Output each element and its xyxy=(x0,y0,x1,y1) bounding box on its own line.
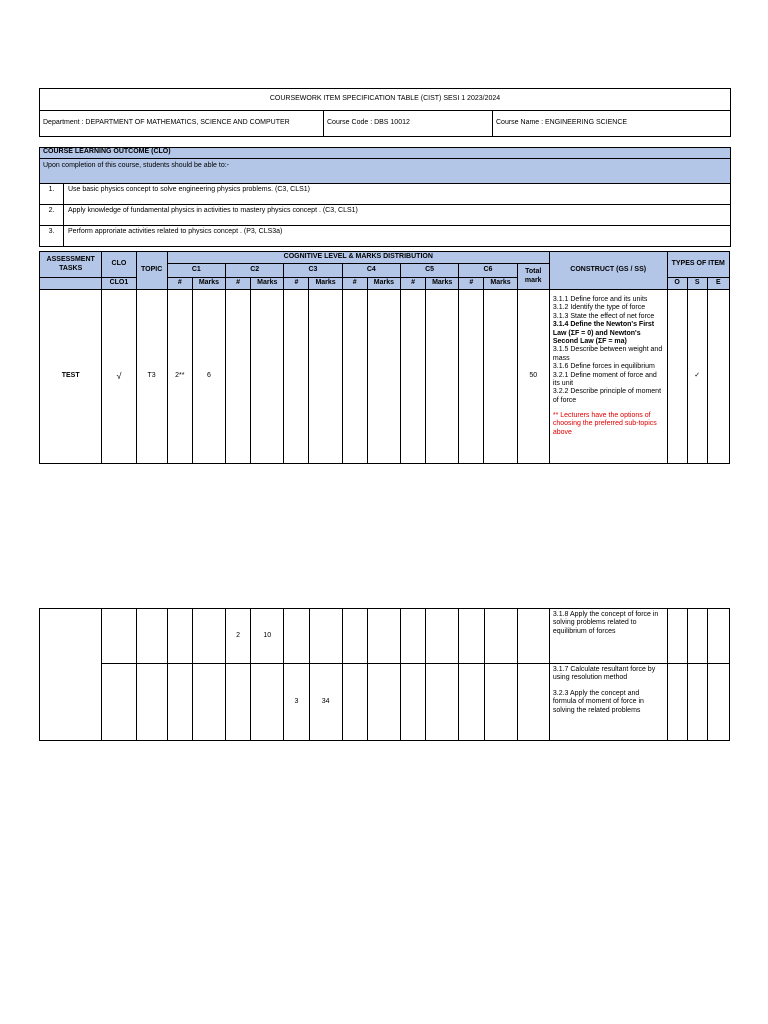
level-c4-header: C4 xyxy=(342,264,400,278)
assessment-task-cell: TEST xyxy=(40,290,102,464)
construct-cell xyxy=(549,290,667,464)
table-row xyxy=(40,664,730,741)
total-mark-cell xyxy=(517,664,549,741)
c5-marks-cell xyxy=(426,609,459,664)
course-code-field: Course Code : DBS 10012 xyxy=(324,111,493,137)
c4-marks-cell xyxy=(367,609,400,664)
c1-count-header: # xyxy=(167,278,192,290)
specification-table-continued xyxy=(39,608,730,741)
document-title: COURSEWORK ITEM SPECIFICATION TABLE (CIST) SESI 1 2023/2024 xyxy=(40,89,731,111)
level-c5-header: C5 xyxy=(400,264,458,278)
total-mark-header: Total mark xyxy=(517,264,549,290)
c1-count-cell xyxy=(167,664,192,741)
c6-marks-header: Marks xyxy=(484,278,517,290)
total-mark-cell xyxy=(517,609,549,664)
c2-marks-cell xyxy=(251,290,284,464)
c2-count-header: # xyxy=(226,278,251,290)
c3-count-header: # xyxy=(284,278,309,290)
type-e-cell xyxy=(707,290,729,464)
clo1-cell xyxy=(102,609,136,664)
table-row xyxy=(40,290,730,464)
clo-item xyxy=(40,226,731,247)
c4-marks-header: Marks xyxy=(367,278,400,290)
c4-count-cell xyxy=(342,609,367,664)
construct-line: 3.1.7 Calculate resultant force by using resolution method xyxy=(552,666,656,682)
clo1-header: CLO1 xyxy=(102,278,136,290)
course-name-field: Course Name : ENGINEERING SCIENCE xyxy=(493,111,731,137)
clo-item-text: Perform approriate activities related to physics concept . (P3, CLS3a) xyxy=(64,226,731,247)
clo-item-text: Apply knowledge of fundamental physics in activities to mastery physics concept . (C3, CLS1) xyxy=(64,205,731,226)
clo-item-number: 1. xyxy=(40,184,64,205)
construct-line: 3.2.1 Define moment of force and its unit xyxy=(552,371,657,387)
total-mark-cell: 50 xyxy=(517,290,549,464)
c5-marks-header: Marks xyxy=(426,278,459,290)
c1-marks-cell xyxy=(192,609,225,664)
c5-marks-cell xyxy=(426,290,459,464)
clo-item xyxy=(40,184,731,205)
c3-count-cell xyxy=(284,290,309,464)
c5-count-header: # xyxy=(400,278,425,290)
c6-count-cell xyxy=(459,609,484,664)
c5-count-cell xyxy=(401,664,426,741)
c6-count-cell xyxy=(459,664,484,741)
cist-header-table xyxy=(39,88,731,137)
topic-header: TOPIC xyxy=(136,252,167,290)
type-o-cell xyxy=(667,609,687,664)
construct-line: 3.1.3 State the effect of net force xyxy=(552,312,655,320)
type-o-header: O xyxy=(667,278,687,290)
clo1-check-cell: √ xyxy=(102,290,136,464)
c2-count-cell xyxy=(226,290,251,464)
assessment-tasks-header: ASSESSMENT TASKS xyxy=(40,252,102,278)
type-e-cell xyxy=(707,609,729,664)
c6-marks-cell xyxy=(484,290,517,464)
construct-line: 3.2.3 Apply the concept and formula of moment of force in solving the related problems xyxy=(552,689,644,714)
c4-count-header: # xyxy=(342,278,367,290)
specification-table xyxy=(39,251,730,464)
c3-count-cell: 3 xyxy=(284,664,309,741)
c5-count-cell xyxy=(401,609,426,664)
c1-count-cell: 2** xyxy=(167,290,192,464)
type-o-cell xyxy=(667,290,687,464)
level-c6-header: C6 xyxy=(459,264,517,278)
clo-heading: COURSE LEARNING OUTCOME (CLO) xyxy=(40,148,731,159)
lecturer-note: ** Lecturers have the options of choosing the preferred sub-topics above xyxy=(552,412,657,436)
construct-line: 3.1.4 Define the Newton's First Law (ΣF = 0) and Newton's Second Law (ΣF = ma) xyxy=(552,321,655,345)
clo1-cell xyxy=(102,664,136,741)
clo-item xyxy=(40,205,731,226)
c4-marks-cell xyxy=(367,664,400,741)
clo-item-number: 3. xyxy=(40,226,64,247)
c3-marks-cell xyxy=(309,290,342,464)
c5-marks-cell xyxy=(426,664,459,741)
c2-marks-cell: 10 xyxy=(251,609,284,664)
type-s-header: S xyxy=(687,278,707,290)
c3-marks-header: Marks xyxy=(309,278,342,290)
c5-count-cell xyxy=(400,290,425,464)
construct-line: 3.1.5 Describe between weight and mass xyxy=(552,346,663,362)
c1-marks-cell xyxy=(192,664,225,741)
assessment-tasks-header-cont xyxy=(40,278,102,290)
c1-marks-header: Marks xyxy=(192,278,225,290)
clo-intro: Upon completion of this course, students should be able to:- xyxy=(40,159,731,184)
c3-marks-cell: 34 xyxy=(309,664,342,741)
type-e-cell xyxy=(707,664,729,741)
clo-table xyxy=(39,147,731,247)
clo-item-text: Use basic physics concept to solve engineering physics problems. (C3, CLS1) xyxy=(64,184,731,205)
type-o-cell xyxy=(667,664,687,741)
assessment-task-cell xyxy=(40,609,102,741)
types-of-item-header: TYPES OF ITEM xyxy=(667,252,729,278)
department-field: Department : DEPARTMENT OF MATHEMATICS, SCIENCE AND COMPUTER xyxy=(40,111,324,137)
table-row xyxy=(40,609,730,664)
construct-line: 3.1.8 Apply the concept of force in solving problems related to equilibrium of forces xyxy=(552,611,659,635)
c1-count-cell xyxy=(167,609,192,664)
topic-cell xyxy=(136,609,167,664)
type-s-cell xyxy=(687,609,707,664)
c6-count-cell xyxy=(459,290,484,464)
construct-line: 3.1.2 Identify the type of force xyxy=(552,304,646,312)
c6-count-header: # xyxy=(459,278,484,290)
cognitive-level-header: COGNITIVE LEVEL & MARKS DISTRIBUTION xyxy=(167,252,549,264)
clo-item-number: 2. xyxy=(40,205,64,226)
topic-cell: T3 xyxy=(136,290,167,464)
construct-line: 3.1.6 Define forces in equilibrium xyxy=(552,363,655,371)
c2-marks-header: Marks xyxy=(251,278,284,290)
c1-marks-cell: 6 xyxy=(192,290,225,464)
construct-line: 3.1.1 Define force and its units xyxy=(552,296,648,303)
c6-marks-cell xyxy=(484,664,517,741)
type-s-cell xyxy=(687,664,707,741)
c4-count-cell xyxy=(342,664,367,741)
clo-header: CLO xyxy=(102,252,136,278)
c4-count-cell xyxy=(342,290,367,464)
construct-cell xyxy=(549,664,667,741)
c2-marks-cell xyxy=(251,664,284,741)
c3-count-cell xyxy=(284,609,309,664)
construct-cell xyxy=(549,609,667,664)
topic-cell xyxy=(136,664,167,741)
type-e-header: E xyxy=(707,278,729,290)
c2-count-cell: 2 xyxy=(226,609,251,664)
level-c1-header: C1 xyxy=(167,264,225,278)
level-c2-header: C2 xyxy=(226,264,284,278)
level-c3-header: C3 xyxy=(284,264,342,278)
c6-marks-cell xyxy=(484,609,517,664)
c3-marks-cell xyxy=(309,609,342,664)
construct-line: 3.2.2 Describe principle of moment of force xyxy=(552,388,662,404)
type-s-check-cell: ✓ xyxy=(687,290,707,464)
construct-header: CONSTRUCT (GS / SS) xyxy=(549,252,667,290)
c2-count-cell xyxy=(226,664,251,741)
c4-marks-cell xyxy=(367,290,400,464)
